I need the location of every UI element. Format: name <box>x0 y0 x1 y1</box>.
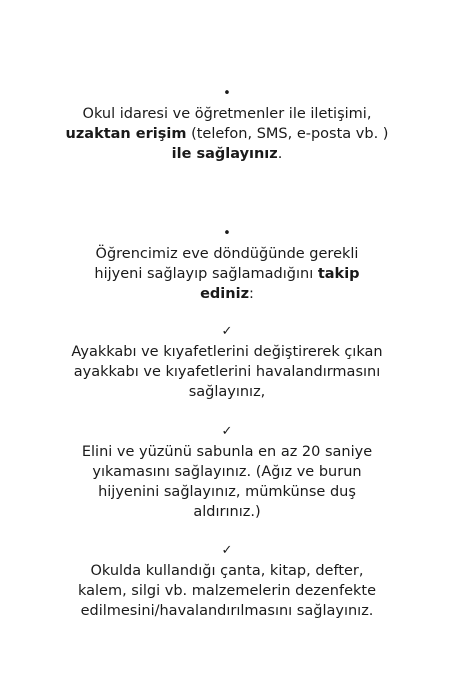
info-item-4 <box>0 422 454 522</box>
checkmark-icon: ✓ <box>221 543 233 558</box>
item-5-line-3: edilmesini/havalandırılmasını sağlayınız. <box>80 603 374 619</box>
item-5-line-1: Okulda kullandığı çanta, kitap, defter, <box>90 563 364 579</box>
item-5-line-2: kalem, silgi vb. malzemelerin dezenfekte <box>77 583 376 599</box>
item-3-line-3: sağlayınız, <box>188 384 266 400</box>
checkmark-icon: ✓ <box>221 324 233 339</box>
item-1-line-3: ile sağlayınız. <box>171 146 283 162</box>
bullet-icon: • <box>223 226 231 241</box>
checkmark-icon: ✓ <box>221 424 233 439</box>
info-item-5 <box>0 541 454 621</box>
item-4-line-2: yıkamasını sağlayınız. (Ağız ve burun <box>92 464 362 480</box>
item-2-bold-1: takip <box>317 266 360 282</box>
item-2-line-2: hijyeni sağlayıp sağlamadığını takip <box>94 266 360 282</box>
item-1-bold-2: ile sağlayınız <box>171 146 278 162</box>
item-4-line-1: Elini ve yüzünü sabunla en az 20 saniye <box>81 444 373 460</box>
item-4-line-3: hijyenini sağlayınız, mümkünse duş <box>98 484 356 500</box>
item-3-line-1: Ayakkabı ve kıyafetlerini değiştirerek çıkan <box>71 344 383 360</box>
info-item-2 <box>0 224 454 304</box>
item-2-line-3: ediniz: <box>200 286 254 302</box>
item-1-bold-1: uzaktan erişim <box>65 126 187 142</box>
info-item-1 <box>0 84 454 164</box>
item-4-line-4: aldırınız.) <box>193 504 261 520</box>
item-1-line-1: Okul idaresi ve öğretmenler ile iletişimi, <box>82 106 372 122</box>
bullet-icon: • <box>223 86 231 101</box>
item-1-line-2: uzaktan erişim (telefon, SMS, e-posta vb. ) <box>65 126 389 142</box>
item-2-bold-2: ediniz <box>200 286 250 302</box>
item-2-line-1: Öğrencimiz eve döndüğünde gerekli <box>95 246 359 262</box>
info-item-3 <box>0 322 454 402</box>
item-3-line-2: ayakkabı ve kıyafetlerini havalandırmasını <box>73 364 381 380</box>
